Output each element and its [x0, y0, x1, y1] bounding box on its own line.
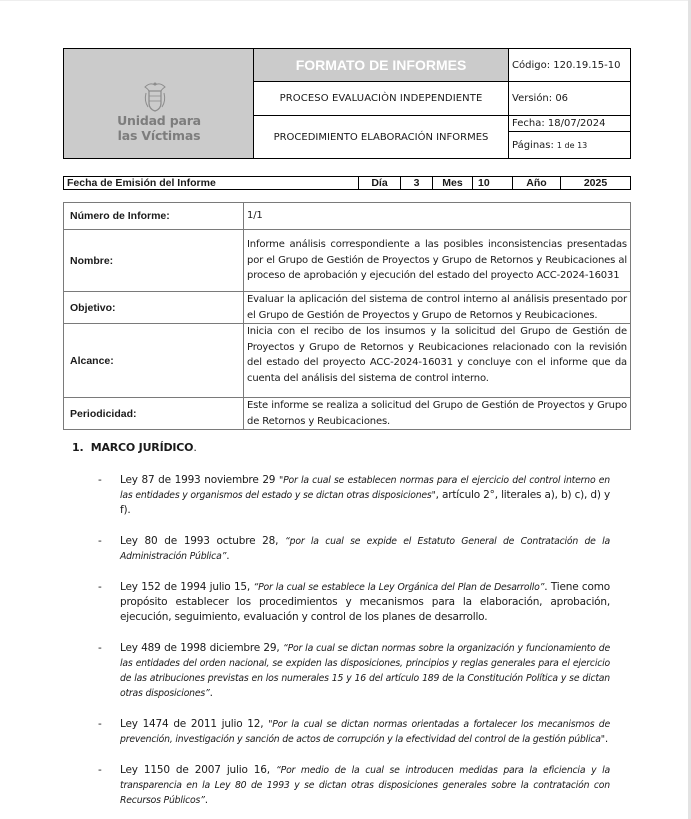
info-label: Periodicidad:	[64, 398, 244, 430]
law-lead: Ley 80 de 1993 octubre 28,	[120, 535, 286, 547]
section-heading	[72, 441, 197, 454]
logo-line-2: las Víctimas	[117, 128, 201, 143]
bullet-dash: -	[98, 535, 102, 547]
bullet-dash: -	[98, 581, 102, 593]
info-label: Número de Informe:	[64, 203, 244, 230]
law-lead: Ley 152 de 1994 julio 15,	[120, 581, 254, 593]
info-row-number	[64, 203, 631, 230]
day-label: Día	[359, 177, 401, 189]
bullet-dash: -	[98, 764, 102, 776]
info-label: Objetivo:	[64, 292, 244, 324]
info-row-name	[64, 230, 631, 292]
info-value: Informe análisis correspondiente a las posibles inconsistencias presentadas por el Grupo de Gestión de Proyectos y Grupo de Retornos y Reubicaciones al proceso de aprobación y ejecución del estado del proyecto ACC-2024-16031	[244, 230, 631, 292]
emission-date-label: Fecha de Emisión del Informe	[64, 177, 359, 189]
law-item	[98, 641, 610, 701]
law-tail: .	[209, 687, 213, 699]
law-quote: “Por medio de la cual se introducen medidas para la eficiencia y la transparencia en la Ley 80 de 1993 y se dictan otras disposiciones generales sobre la contratación con Recursos Públicos”	[120, 765, 611, 806]
document-title: FORMATO DE INFORMES	[254, 49, 509, 82]
law-quote: "Por la cual se establecen normas para el ejercicio del control interno en las entidades y organismos del estado y se dictan otras disposiciones"	[120, 475, 610, 501]
document-header-table	[63, 48, 631, 159]
info-label: Nombre:	[64, 230, 244, 292]
document-date: Fecha: 18/07/2024	[509, 116, 631, 132]
law-quote: “por la cual se expide el Estatuto General de Contratación de la Administración Pública”	[120, 536, 610, 562]
legal-framework-list	[98, 473, 610, 819]
info-row-periodicity	[64, 398, 631, 430]
logo-text	[64, 113, 254, 143]
year-value: 2025	[583, 177, 608, 189]
document-code: Código: 120.19.15-10	[509, 49, 631, 82]
section-title: MARCO JURÍDICO	[90, 441, 194, 454]
info-row-scope	[64, 324, 631, 398]
day-value: 3	[401, 177, 433, 189]
bullet-dash: -	[98, 642, 102, 654]
emission-date-row	[63, 176, 631, 190]
info-label: Alcance:	[64, 324, 244, 398]
document-pages	[509, 132, 631, 158]
info-value: 1/1	[244, 203, 631, 230]
law-item	[98, 473, 610, 518]
pages-value: 1 de 13	[556, 140, 588, 150]
page-top-edge	[0, 0, 691, 1]
logo-line-1: Unidad para	[117, 113, 201, 128]
info-row-objective	[64, 292, 631, 324]
law-lead: Ley 87 de 1993 noviembre 29	[120, 474, 280, 486]
year-label: Año	[513, 177, 561, 189]
law-quote: "Por la cual se dictan normas orientadas a fortalecer los mecanismos de prevención, investigación y sanción de actos de corrupción y la efectividad del control de la gestión pública"	[120, 719, 611, 745]
logo-cell	[64, 49, 254, 158]
bullet-dash: -	[98, 718, 102, 730]
law-item	[98, 717, 610, 747]
info-value: Inicia con el recibo de los insumos y la solicitud del Grupo de Gestión de Proyectos y Grupo de Retornos y Reubicaciones relacionado con la revisión del estado del proyecto ACC-2024-16031 y concluye con el informe que da cuenta del análisis del sistema de control interno.	[244, 324, 631, 398]
law-item	[98, 763, 610, 808]
section-number: 1.	[72, 441, 84, 454]
law-quote: “Por la cual se establece la Ley Orgánica del Plan de Desarrollo”	[253, 582, 545, 593]
month-label: Mes	[433, 177, 473, 189]
info-value: Este informe se realiza a solicitud del Grupo de Gestión de Proyectos y Grupo de Retornos y Reubicaciones.	[244, 398, 631, 430]
report-info-table	[63, 202, 631, 430]
bullet-dash: -	[98, 474, 102, 486]
law-quote: “Por la cual se dictan normas sobre la organización y funcionamiento de las entidades del orden nacional, se expiden las disposiciones, principios y reglas generales para el ejercicio de las atribuciones previstas en los numerales 15 y 16 del artículo 189 de la Constitución Política y se dictan otras disposiciones”	[120, 643, 611, 699]
law-lead: Ley 1474 de 2011 julio 12,	[120, 718, 269, 730]
law-lead: Ley 1150 de 2007 julio 16,	[120, 764, 277, 776]
law-item	[98, 580, 610, 625]
law-tail: .	[204, 794, 208, 806]
procedure-name: PROCEDIMIENTO ELABORACIÓN INFORMES	[254, 116, 509, 158]
law-tail: .	[604, 733, 608, 745]
month-value: 10	[473, 177, 513, 189]
pages-label: Páginas:	[512, 139, 554, 151]
info-value: Evaluar la aplicación del sistema de control interno al análisis presentado por el Grupo de Gestión de Proyectos y Grupo de Retornos y Reubicaciones.	[244, 292, 631, 324]
law-lead: Ley 489 de 1998 diciembre 29,	[120, 642, 283, 654]
law-tail: . Tiene como propósito establecer los procedimientos y mecanismos para la elaboración, aprobación, ejecución, seguimiento, evaluación y control de los planes de desarrollo.	[120, 581, 610, 623]
law-item	[98, 534, 610, 564]
process-name: PROCESO EVALUACIÒN INDEPENDIENTE	[254, 82, 509, 116]
law-tail: .	[226, 550, 230, 562]
law-tail: , artículo 2°, literales a), b) c), d) y f).	[120, 489, 610, 516]
document-version: Versión: 06	[509, 82, 631, 116]
colombia-coat-of-arms-icon	[142, 81, 168, 113]
section-title-suffix: .	[193, 441, 197, 454]
